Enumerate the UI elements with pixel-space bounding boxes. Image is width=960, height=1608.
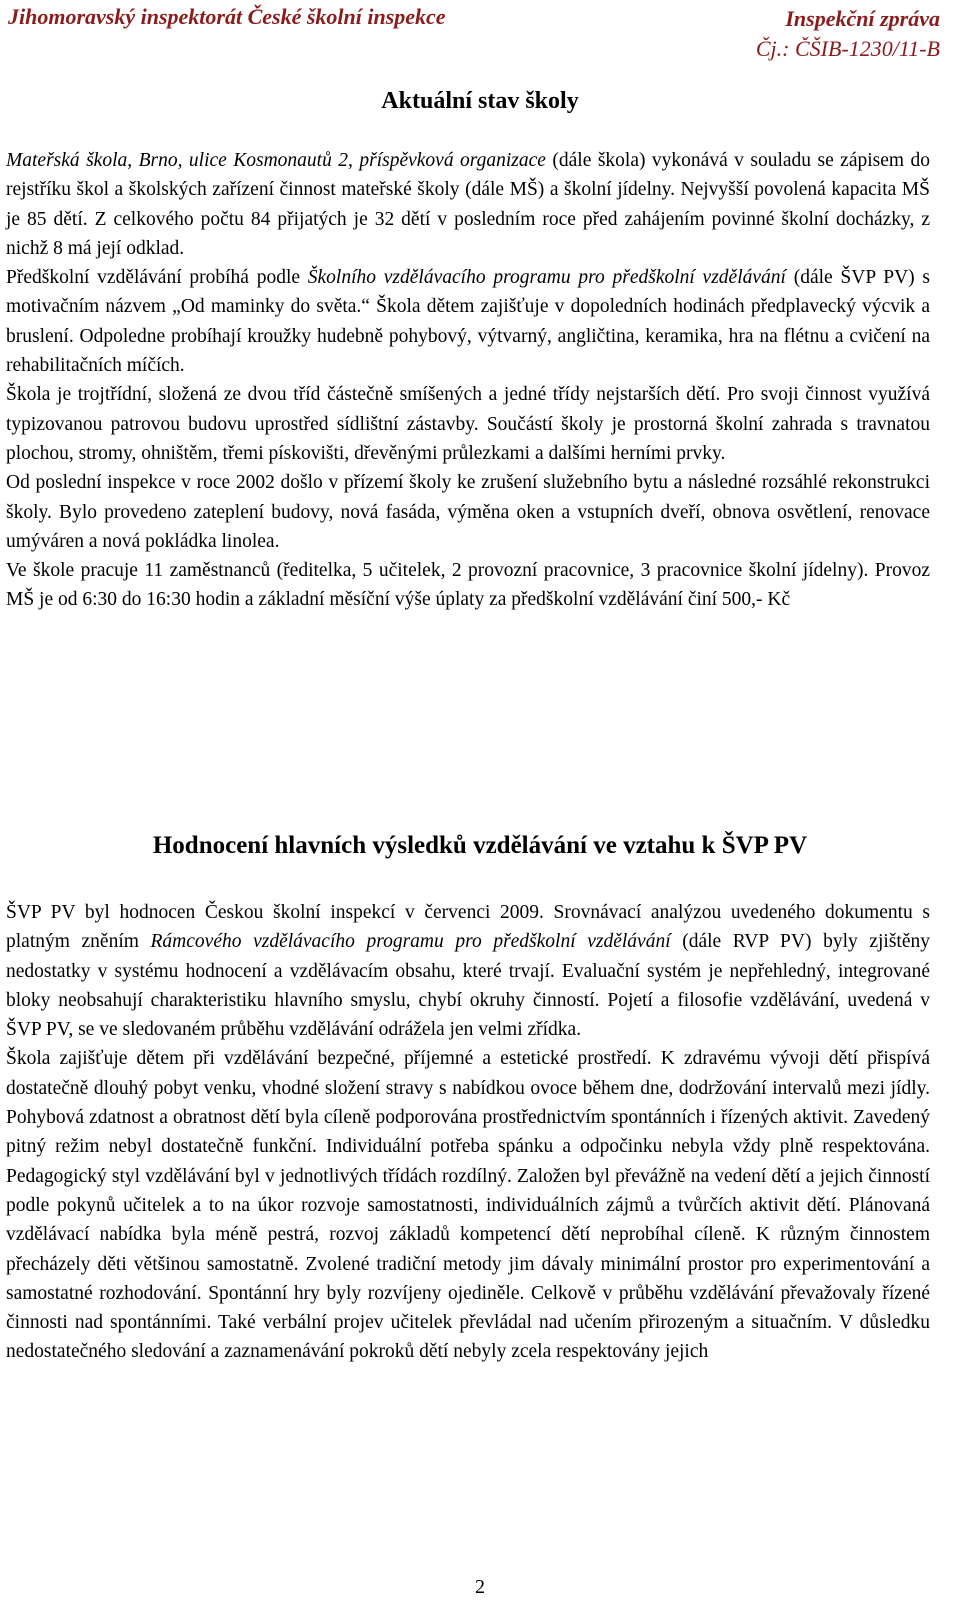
- header-report-info: [756, 4, 940, 64]
- header-reference-number: Čj.: ČŠIB-1230/11-B: [755, 36, 940, 61]
- paragraph-text: Předškolní vzdělávání probíhá podle: [6, 267, 308, 289]
- paragraph: Škola je trojtřídní, složená ze dvou tříd částečně smíšených a jedné třídy nejstarších dětí. Pro svoji činnost využívá typizovanou patrovou budovu uprostřed sídlištní zástavby. Součástí školy je prostorná školní zahrada s travnatou plochou, stromy, ohništěm, třemi pískovišti, dřevěnými průlezkami a dalšími herními prvky.: [6, 384, 930, 464]
- paragraph-text: (dále RVP PV) byly zjištěny nedostatky v systému hodnocení a vzdělávacím obsahu, které trvají. Evaluační systém je nepřehledný, integrované bloky neobsahují charakteristiku hlavního smyslu, chybí okruhy činností. Pojetí a filosofie vzdělávání, uvedená v ŠVP PV, se ve sledovaném průběhu vzdělávání odrážela jen velmi zřídka.: [6, 931, 930, 1041]
- program-name: Školního vzdělávacího programu pro předškolní vzdělávání: [307, 267, 786, 289]
- paragraph-text: (dále škola) vykonává v souladu se zápisem do rejstříku škol a školských zařízení činnost mateřské školy (dále MŠ) a školní jídelny. Nejvyšší povolená kapacita MŠ je 85 dětí. Z celkového počtu 84 přijatých je 32 dětí v posledním roce před zahájením povinné školní docházky, z nichž 8 má její odklad.: [6, 150, 931, 259]
- section-title-evaluation: Hodnocení hlavních výsledků vzdělávání ve vztahu k ŠVP PV: [152, 832, 808, 859]
- section-title-current-state: Aktuální stav školy: [381, 88, 579, 114]
- paragraph: Škola zajišťuje dětem při vzdělávání bezpečné, příjemné a estetické prostředí. K zdravému vývoji dětí přispívá dostatečně dlouhý pobyt venku, vhodné složení stravy s nabídkou ovoce během dne, dodržování intervalů mezi jídly. Pohybová zdatnost a obratnost dětí byla cíleně podporována prostřednictvím spontánních i řízených aktivit. Zavedený pitný režim nebyl dostatečně funkční. Individuální potřeba spánku a odpočinku nebyla vždy plně respektována. Pedagogický styl vzdělávání byl v jednotlivých třídách rozdílný. Založen byl převážně na vedení dětí a jejich činností podle pokynů učitelek a to na úkor rozvoje samostatnosti, individuálních zájmů a tvůrčích aktivit dětí. Plánovaná vzdělávací nabídka byla méně pestrá, rozvoj základů kompetencí dětí neprobíhal cíleně. K různým činnostem přecházely děti většinou samostatně. Zvolené tradiční metody jim dávaly minimální prostor pro experimentování a samostatné rozhodování. Spontánní hry byly rozvíjeny ojediněle. Celkově v průběhu vzdělávání převažovaly řízené činnosti nad spontánními. Také verbální projev učitelek převládal nad učením přirozeným a situačním. V důsledku nedostatečného sledování a zaznamenávání pokroků dětí nebyly zcela respektovány jejich: [6, 1048, 930, 1363]
- framework-program-name: Rámcového vzdělávacího programu pro předškolní vzdělávání: [150, 931, 671, 953]
- paragraph-text: ŠVP PV byl hodnocen Českou školní inspekcí v červenci 2009. Srovnávací analýzou uvedeného dokumentu s platným zněním: [6, 902, 930, 953]
- school-name: Mateřská škola, Brno, ulice Kosmonautů 2, příspěvková organizace: [6, 150, 546, 171]
- paragraph: Ve škole pracuje 11 zaměstnanců (ředitelka, 5 učitelek, 2 provozní pracovnice, 3 pracovnice školní jídelny). Provoz MŠ je od 6:30 do 16:30 hodin a základní měsíční výše úplaty za předškolní vzdělávání činí 500,- Kč: [6, 560, 930, 611]
- header-report-title: Inspekční zpráva: [785, 6, 940, 31]
- paragraph-text: (dále ŠVP PV) s motivačním názvem „Od maminky do světa.“ Škola dětem zajišťuje v dopoledních hodinách předplavecký výcvik a bruslení. Odpoledne probíhají kroužky hudebně pohybový, výtvarný, angličtina, keramika, hra na flétnu a cvičení na rehabilitačních míčích.: [6, 267, 930, 377]
- paragraph: Od poslední inspekce v roce 2002 došlo v přízemí školy ke zrušení služebního bytu a následné rozsáhlé rekonstrukci školy. Bylo provedeno zateplení budovy, nová fasáda, výměna oken a vstupních dveří, obnova osvětlení, renovace umýváren a nová pokládka linolea.: [6, 472, 930, 552]
- paragraph: [6, 146, 930, 263]
- page-number: 2: [475, 1576, 485, 1598]
- section-evaluation-body: [6, 898, 930, 1367]
- header-inspectorate: Jihomoravský inspektorát České školní inspekce: [8, 4, 446, 29]
- paragraph: [6, 263, 930, 380]
- section-current-state-body: [6, 146, 930, 615]
- paragraph: [6, 898, 930, 1044]
